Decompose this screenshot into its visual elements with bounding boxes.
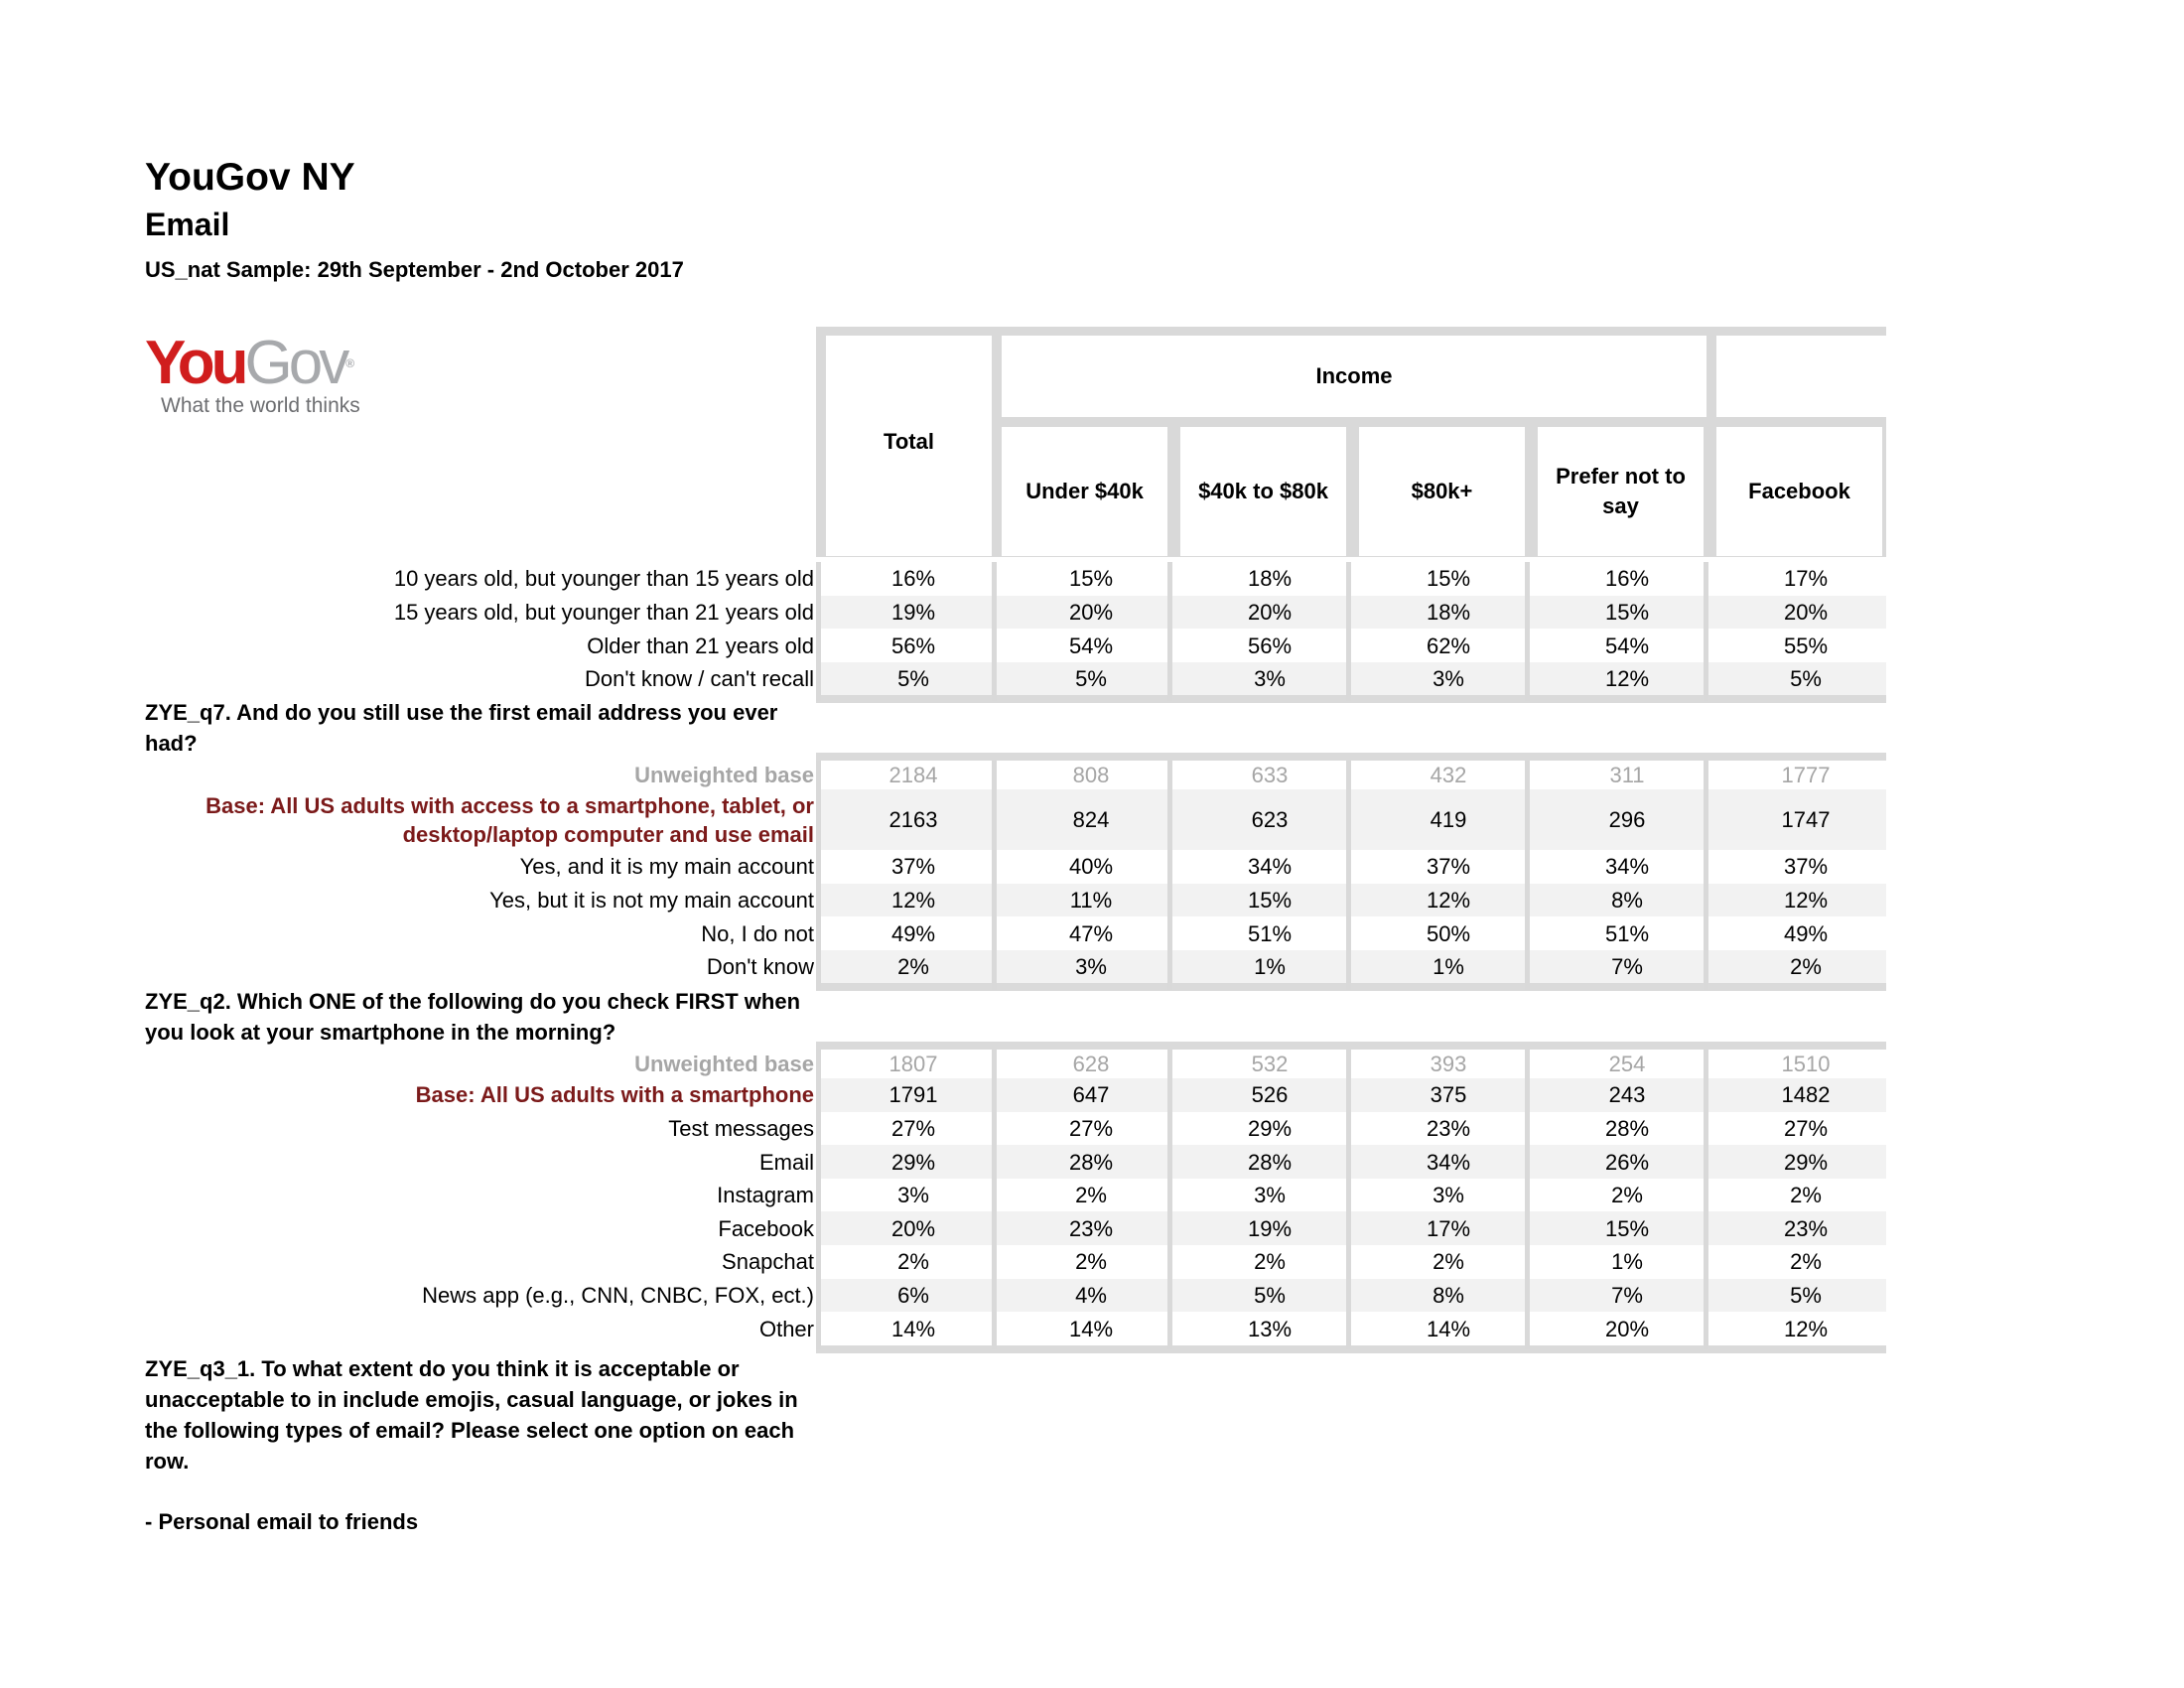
row-label: 10 years old, but younger than 15 years old — [393, 566, 814, 592]
table-cell: 29% — [1247, 1115, 1293, 1141]
table-cell: 254 — [1608, 1052, 1646, 1076]
table-cell: 808 — [1072, 763, 1110, 787]
table-cell: 12% — [890, 887, 936, 913]
table-cell: 34% — [1247, 854, 1293, 880]
table-cell: 5% — [1790, 666, 1822, 692]
table-cell: 5% — [897, 666, 929, 692]
table-cell: 1747 — [1781, 807, 1831, 832]
table-cell: 26% — [1604, 1149, 1650, 1175]
column-divider — [1167, 562, 1172, 701]
column-divider — [992, 562, 997, 701]
row-label: Facebook — [718, 1215, 814, 1241]
question-text: ZYE_q7. And do you still use the first email address you ever had? — [145, 700, 778, 756]
table-cell: 17% — [1783, 566, 1829, 592]
table-cell: 15% — [1068, 566, 1114, 592]
table-cell: 49% — [890, 920, 936, 946]
table-cell: 628 — [1072, 1052, 1110, 1076]
yougov-logo — [145, 329, 383, 422]
table-cell: 55% — [1783, 633, 1829, 658]
table-cell: 633 — [1251, 763, 1289, 787]
table-cell: 2% — [1790, 1249, 1822, 1275]
table-cell: 34% — [1426, 1149, 1471, 1175]
table-cell: 15% — [1604, 599, 1650, 625]
row-label: Instagram — [717, 1183, 814, 1208]
column-divider — [1167, 1050, 1172, 1349]
row-label: Yes, and it is my main account — [519, 854, 814, 880]
column-divider — [1704, 761, 1708, 990]
table-cell: 20% — [1604, 1316, 1650, 1341]
table-cell: 3% — [897, 1183, 929, 1208]
table-cell: 23% — [1068, 1215, 1114, 1241]
column-header-prefer-not-to-say: Prefer not to say — [1538, 427, 1704, 556]
table-cell: 2% — [1611, 1183, 1643, 1208]
row-label: Older than 21 years old — [587, 633, 814, 658]
table-section-separator — [816, 1345, 1886, 1353]
table-cell: 3% — [1433, 1183, 1464, 1208]
table-cell: 1510 — [1781, 1052, 1831, 1076]
table-cell: 647 — [1072, 1082, 1110, 1108]
table-cell: 15% — [1247, 887, 1293, 913]
next-question-subitem: - Personal email to friends — [145, 1509, 419, 1534]
table-cell: 47% — [1068, 920, 1114, 946]
table-cell: 34% — [1604, 854, 1650, 880]
table-cell: 51% — [1247, 920, 1293, 946]
table-cell: 40% — [1068, 854, 1114, 880]
table-cell: 14% — [890, 1316, 936, 1341]
logo-wordmark — [145, 329, 383, 397]
row-label: Snapchat — [722, 1249, 814, 1275]
row-label: Other — [758, 1316, 814, 1341]
table-left-border — [816, 562, 821, 701]
table-cell: 62% — [1426, 633, 1471, 658]
row-label: Yes, but it is not my main account — [489, 887, 814, 913]
column-group-blank — [1716, 336, 1886, 417]
table-cell: 243 — [1608, 1082, 1646, 1108]
table-section-separator — [816, 1042, 1886, 1050]
sample-description: US_nat Sample: 29th September - 2nd October 2017 — [145, 257, 684, 282]
table-cell: 432 — [1430, 763, 1467, 787]
report-subtitle: Email — [145, 207, 230, 242]
table-cell: 2% — [1790, 954, 1822, 980]
table-cell: 11% — [1069, 887, 1113, 913]
table-cell: 27% — [1783, 1115, 1829, 1141]
table-cell: 8% — [1433, 1282, 1464, 1308]
base-label-line: Base: All US adults with access to a smartphone, tablet, or — [205, 793, 814, 818]
table-cell: 532 — [1251, 1052, 1289, 1076]
table-cell: 28% — [1068, 1149, 1114, 1175]
report-title: YouGov NY — [145, 156, 355, 199]
table-cell: 13% — [1247, 1316, 1293, 1341]
question-text: ZYE_q2. Which ONE of the following do you check FIRST when you look at your smartphone in the morning? — [145, 989, 801, 1045]
table-cell: 18% — [1247, 566, 1293, 592]
column-divider — [1704, 1050, 1708, 1349]
column-divider — [1167, 761, 1172, 990]
base-label-line: desktop/laptop computer and use email — [402, 822, 814, 847]
table-cell: 12% — [1604, 666, 1650, 692]
table-cell: 5% — [1790, 1282, 1822, 1308]
table-cell: 29% — [1783, 1149, 1829, 1175]
column-header-total: Total — [826, 336, 992, 556]
unweighted-base-label: Unweighted base — [634, 763, 814, 787]
column-divider — [1525, 761, 1530, 990]
table-cell: 1482 — [1781, 1082, 1831, 1108]
row-label: Test messages — [668, 1115, 814, 1141]
row-label: Don't know — [706, 954, 814, 980]
table-cell: 15% — [1604, 1215, 1650, 1241]
row-label: News app (e.g., CNN, CNBC, FOX, ect.) — [422, 1282, 814, 1308]
table-cell: 1777 — [1781, 763, 1831, 787]
logo-word-gov: Gov — [244, 329, 346, 397]
table-cell: 1791 — [888, 1082, 938, 1108]
table-cell: 3% — [1254, 666, 1286, 692]
table-cell: 29% — [890, 1149, 936, 1175]
table-cell: 8% — [1611, 887, 1643, 913]
table-cell: 1% — [1433, 954, 1464, 980]
table-cell: 4% — [1075, 1282, 1107, 1308]
table-cell: 7% — [1611, 954, 1643, 980]
column-divider — [1346, 1050, 1351, 1349]
table-cell: 393 — [1430, 1052, 1467, 1076]
table-cell: 2184 — [888, 763, 938, 787]
table-cell: 54% — [1068, 633, 1114, 658]
table-cell: 50% — [1426, 920, 1471, 946]
table-section-separator — [816, 983, 1886, 991]
table-cell: 18% — [1426, 599, 1471, 625]
column-divider — [1346, 562, 1351, 701]
row-label: No, I do not — [701, 920, 814, 946]
table-cell: 14% — [1426, 1316, 1471, 1341]
column-divider — [992, 1050, 997, 1349]
row-label: Don't know / can't recall — [585, 666, 814, 692]
column-header-80k-plus: $80k+ — [1359, 427, 1525, 556]
column-divider — [1704, 562, 1708, 701]
table-cell: 5% — [1075, 666, 1107, 692]
table-cell: 5% — [1254, 1282, 1286, 1308]
table-cell: 20% — [890, 1215, 936, 1241]
table-cell: 54% — [1604, 633, 1650, 658]
table-cell: 2% — [897, 954, 929, 980]
table-cell: 12% — [1426, 887, 1471, 913]
table-cell: 2% — [1075, 1183, 1107, 1208]
unweighted-base-label: Unweighted base — [634, 1052, 814, 1076]
table-cell: 51% — [1604, 920, 1650, 946]
table-left-border — [816, 1050, 821, 1349]
table-cell: 37% — [1783, 854, 1829, 880]
table-cell: 3% — [1075, 954, 1107, 980]
base-label — [205, 791, 814, 849]
table-cell: 2% — [897, 1249, 929, 1275]
table-cell: 23% — [1426, 1115, 1471, 1141]
table-cell: 3% — [1433, 666, 1464, 692]
logo-word-you: You — [145, 329, 245, 397]
table-cell: 1% — [1254, 954, 1286, 980]
row-label: Email — [758, 1149, 814, 1175]
table-cell: 23% — [1783, 1215, 1829, 1241]
table-cell: 296 — [1608, 807, 1646, 832]
table-cell: 17% — [1426, 1215, 1471, 1241]
table-cell: 20% — [1783, 599, 1829, 625]
logo-tagline: What the world thinks — [161, 394, 360, 417]
table-section-separator — [816, 695, 1886, 703]
table-cell: 419 — [1430, 807, 1467, 832]
table-cell: 2% — [1075, 1249, 1107, 1275]
table-cell: 824 — [1072, 807, 1110, 832]
table-cell: 526 — [1251, 1082, 1289, 1108]
table-cell: 20% — [1247, 599, 1293, 625]
table-cell: 311 — [1609, 763, 1645, 787]
column-divider — [1346, 761, 1351, 990]
column-divider — [992, 761, 997, 990]
column-header-under-40k: Under $40k — [1002, 427, 1167, 556]
table-cell: 19% — [1247, 1215, 1293, 1241]
table-cell: 37% — [890, 854, 936, 880]
table-cell: 15% — [1426, 566, 1471, 592]
column-divider — [1525, 1050, 1530, 1349]
next-question-text: ZYE_q3_1. To what extent do you think it is acceptable or unacceptable to in include emojis, casual language, or jokes in the following types of email? Please select one option on each row. — [145, 1356, 798, 1474]
table-cell: 1807 — [888, 1052, 938, 1076]
table-cell: 20% — [1068, 599, 1114, 625]
table-cell: 3% — [1254, 1183, 1286, 1208]
table-cell: 27% — [890, 1115, 936, 1141]
table-cell: 12% — [1783, 887, 1829, 913]
table-cell: 623 — [1251, 807, 1289, 832]
table-left-border — [816, 761, 821, 990]
table-cell: 6% — [897, 1282, 929, 1308]
table-cell: 2% — [1433, 1249, 1464, 1275]
table-cell: 28% — [1247, 1149, 1293, 1175]
column-group-income: Income — [1002, 336, 1706, 417]
table-cell: 16% — [890, 566, 936, 592]
table-cell: 2% — [1790, 1183, 1822, 1208]
table-cell: 56% — [1247, 633, 1293, 658]
column-divider — [1525, 562, 1530, 701]
table-cell: 2163 — [888, 807, 938, 832]
table-cell: 16% — [1604, 566, 1650, 592]
base-label: Base: All US adults with a smartphone — [415, 1082, 814, 1108]
table-cell: 7% — [1611, 1282, 1643, 1308]
table-cell: 2% — [1254, 1249, 1286, 1275]
row-label: 15 years old, but younger than 21 years old — [393, 599, 814, 625]
table-cell: 14% — [1068, 1316, 1114, 1341]
table-cell: 12% — [1783, 1316, 1829, 1341]
column-header-facebook: Facebook — [1716, 427, 1882, 556]
table-cell: 56% — [890, 633, 936, 658]
column-header-40k-to-80k: $40k to $80k — [1180, 427, 1346, 556]
table-section-separator — [816, 753, 1886, 761]
table-cell: 1% — [1611, 1249, 1643, 1275]
table-cell: 28% — [1604, 1115, 1650, 1141]
table-cell: 37% — [1426, 854, 1471, 880]
table-cell: 375 — [1430, 1082, 1467, 1108]
registered-mark-icon: ® — [345, 356, 355, 370]
table-cell: 27% — [1068, 1115, 1114, 1141]
table-cell: 49% — [1783, 920, 1829, 946]
table-cell: 19% — [890, 599, 936, 625]
